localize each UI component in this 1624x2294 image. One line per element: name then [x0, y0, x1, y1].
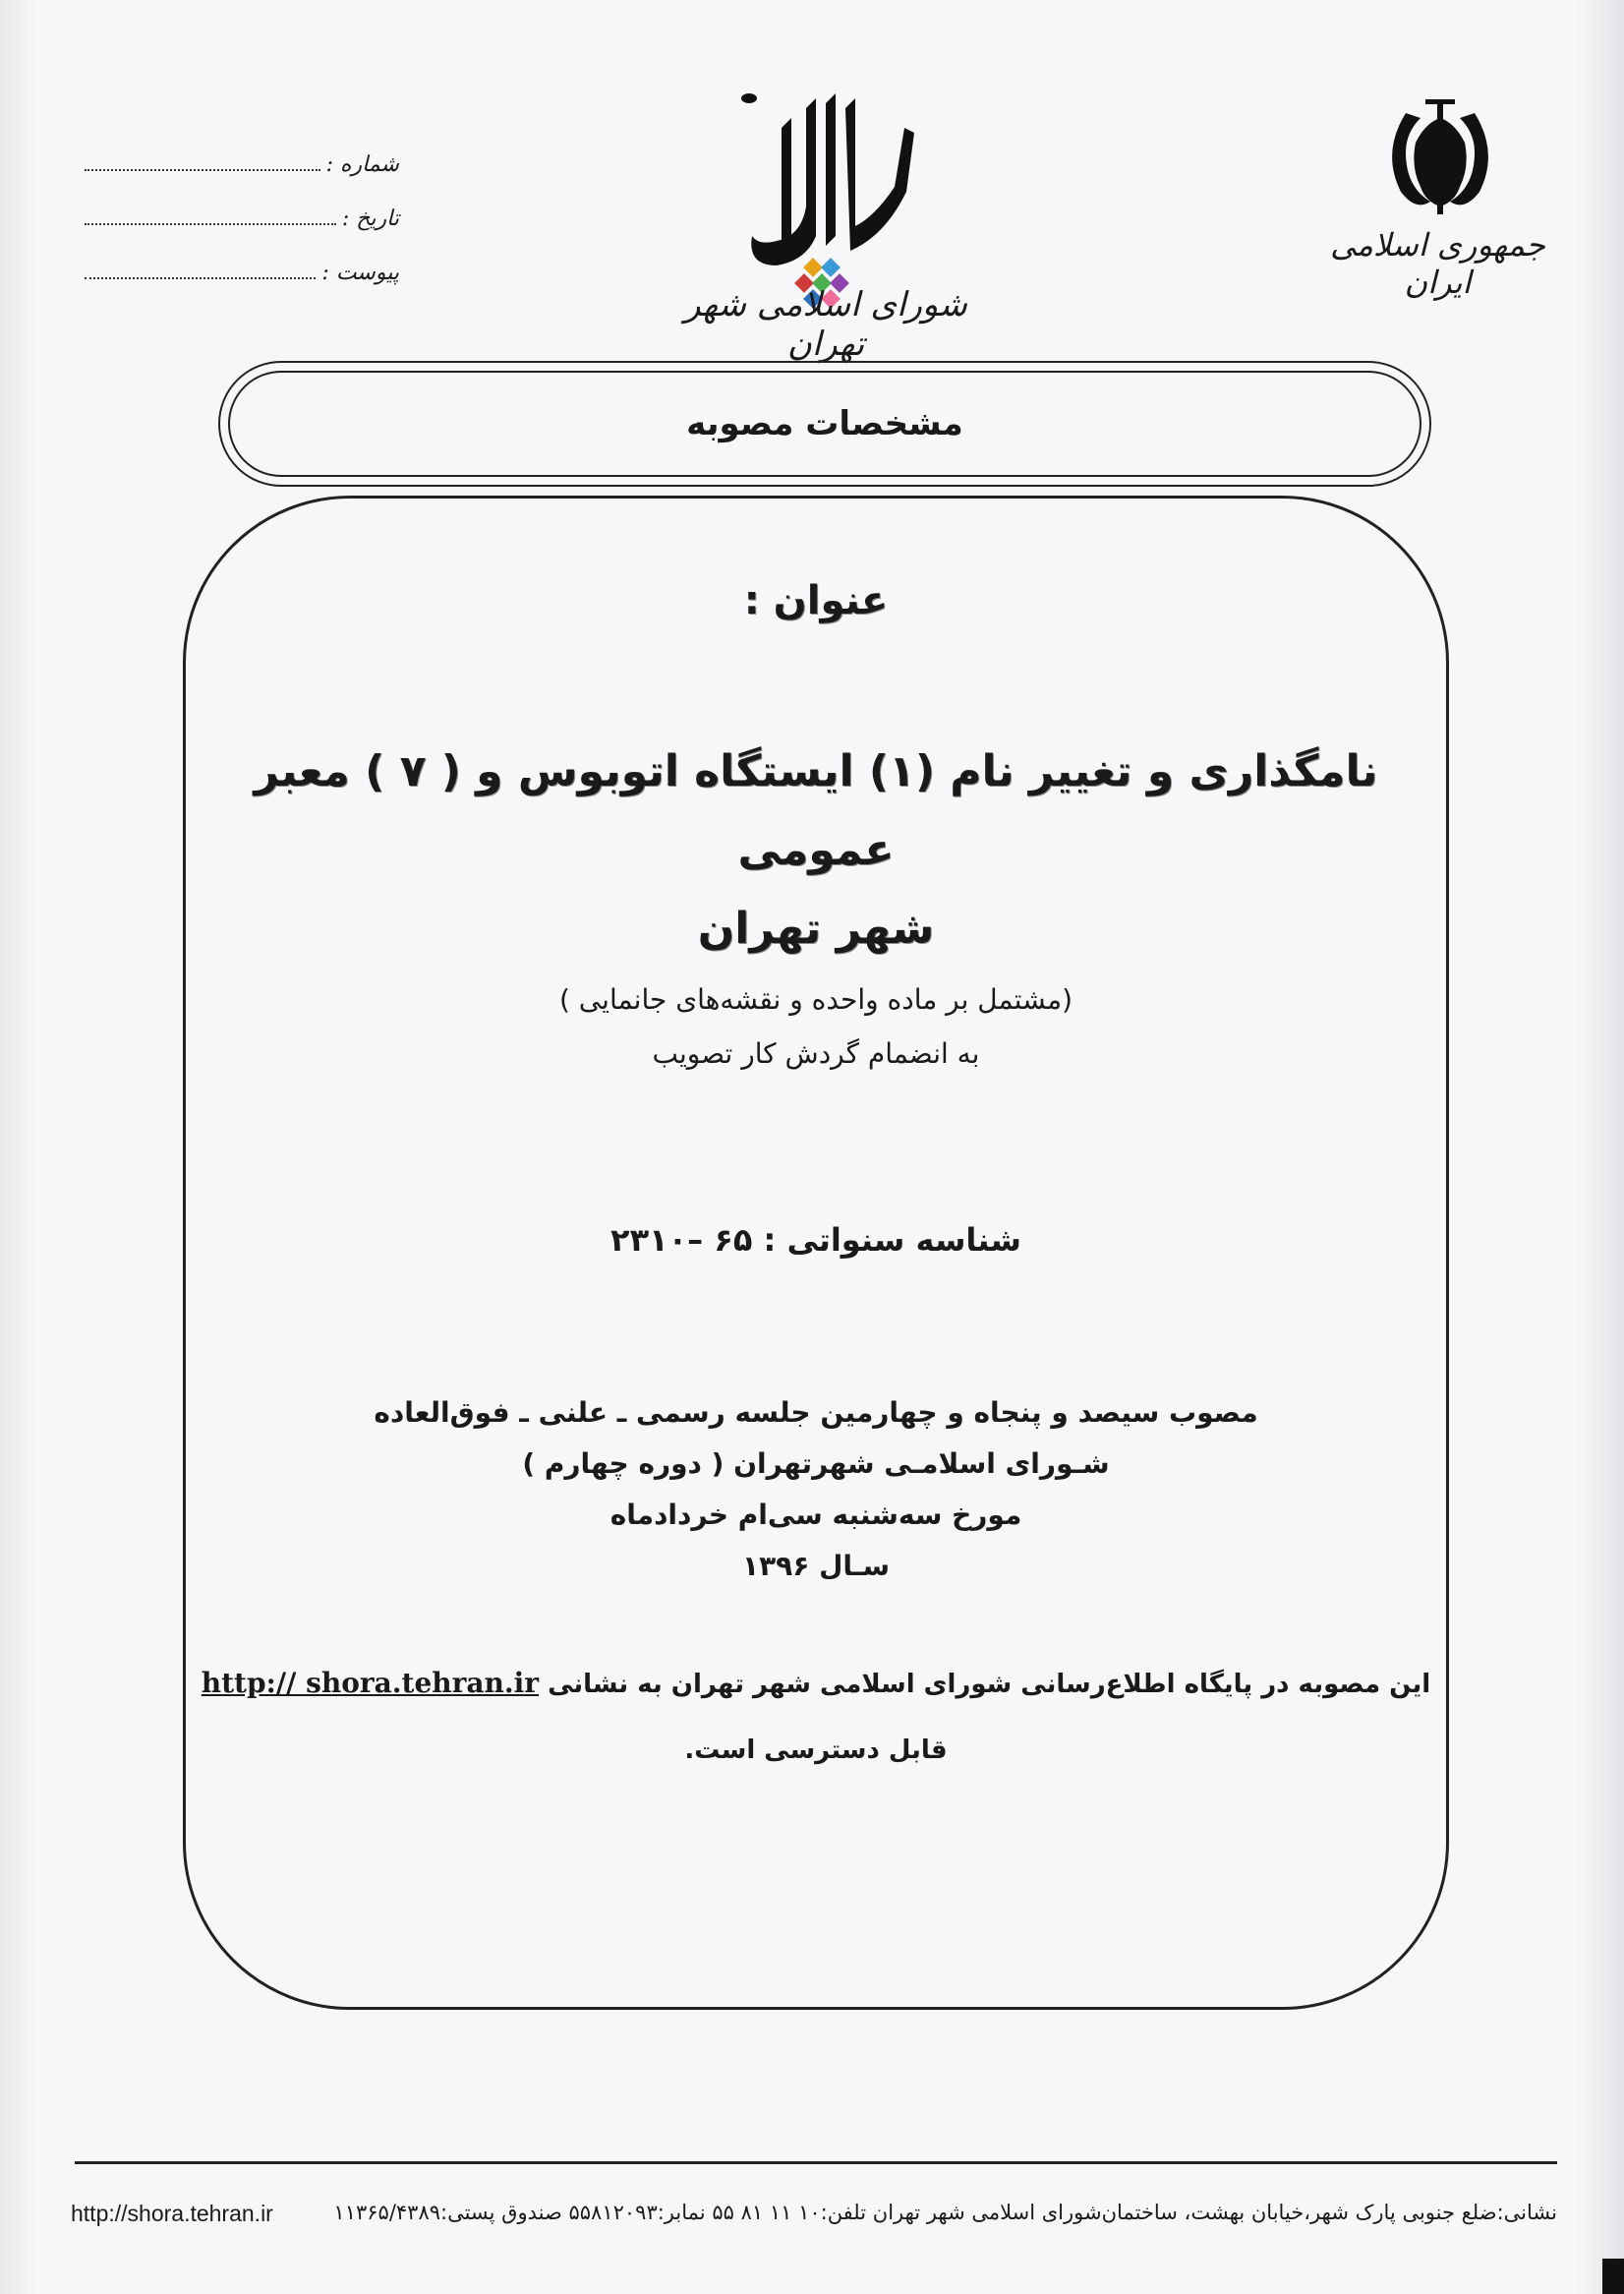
title-banner — [218, 361, 1431, 487]
banner-title: مشخصات مصوبه — [686, 404, 963, 443]
footer-url-link[interactable]: http://shora.tehran.ir — [71, 2201, 273, 2226]
title-banner-inner — [228, 371, 1421, 477]
footer-divider — [75, 2161, 1557, 2164]
subject-title — [183, 733, 1449, 969]
header-fields — [85, 123, 399, 285]
scan-edge — [1602, 2259, 1624, 2294]
description-line-2: به انضمام گردش کار تصویب — [652, 1037, 980, 1070]
date-dotted-line — [85, 222, 336, 225]
description-line-1: (مشتمل بر ماده واحده و نقشه‌های جانمایی ) — [558, 983, 1073, 1016]
attachment-dotted-line — [85, 276, 316, 279]
subject-title-line-2: شهر تهران — [697, 904, 935, 954]
subject-label: عنوان : — [743, 578, 889, 623]
approval-line-3: مورخ سه‌شنبه سی‌ام خردادماه — [609, 1499, 1022, 1531]
date-label: تاریخ : — [341, 206, 399, 231]
access-note-line-2: قابل دسترسی است. — [684, 1735, 948, 1765]
council-name: شورای اسلامی شهر تهران — [684, 285, 967, 364]
document-id: شناسه سنواتی : ۶۵ –۲۳۱۰ — [610, 1221, 1021, 1259]
number-label: شماره : — [325, 152, 399, 177]
approval-line-1: مصوب سیصد و پنجاه و چهارمین جلسه رسمی ـ علنی ـ فوق‌العاده — [374, 1396, 1258, 1429]
access-url-link[interactable]: http:// shora.tehran.ir — [201, 1667, 540, 1699]
attachment-label: پیوست : — [321, 261, 399, 285]
approval-line-2: شـورای اسلامـی شهرتهران ( دوره چهارم ) — [522, 1447, 1110, 1480]
number-dotted-line — [85, 168, 320, 171]
subject-title-line-1: نامگذاری و تغییر نام (۱) ایستگاه اتوبوس و ( ۷ ) معبر عمومی — [254, 746, 1378, 875]
date-field — [85, 177, 399, 231]
republic-name: جمهوری اسلامی ایران — [1330, 226, 1545, 301]
access-text: این مصوبه در پایگاه اطلاع‌رسانی شورای اسلامی شهر تهران به نشانی — [548, 1670, 1431, 1699]
attachment-field — [85, 231, 399, 285]
iran-emblem-icon — [1376, 93, 1504, 221]
access-note — [183, 1667, 1449, 1699]
number-field — [85, 123, 399, 177]
footer-address: نشانی:ضلع جنوبی پارک شهر،خیابان بهشت، ساختمان‌شورای اسلامی شهر تهران تلفن:۱۰ ۱۱ ۸۱ ۵۵ نمابر:۵۵۸۱۲۰۹۳ صندوق پستی:۱۱۳۶۵/۴۳۸۹ — [333, 2201, 1557, 2224]
approval-line-4: سـال ۱۳۹۶ — [741, 1550, 891, 1582]
